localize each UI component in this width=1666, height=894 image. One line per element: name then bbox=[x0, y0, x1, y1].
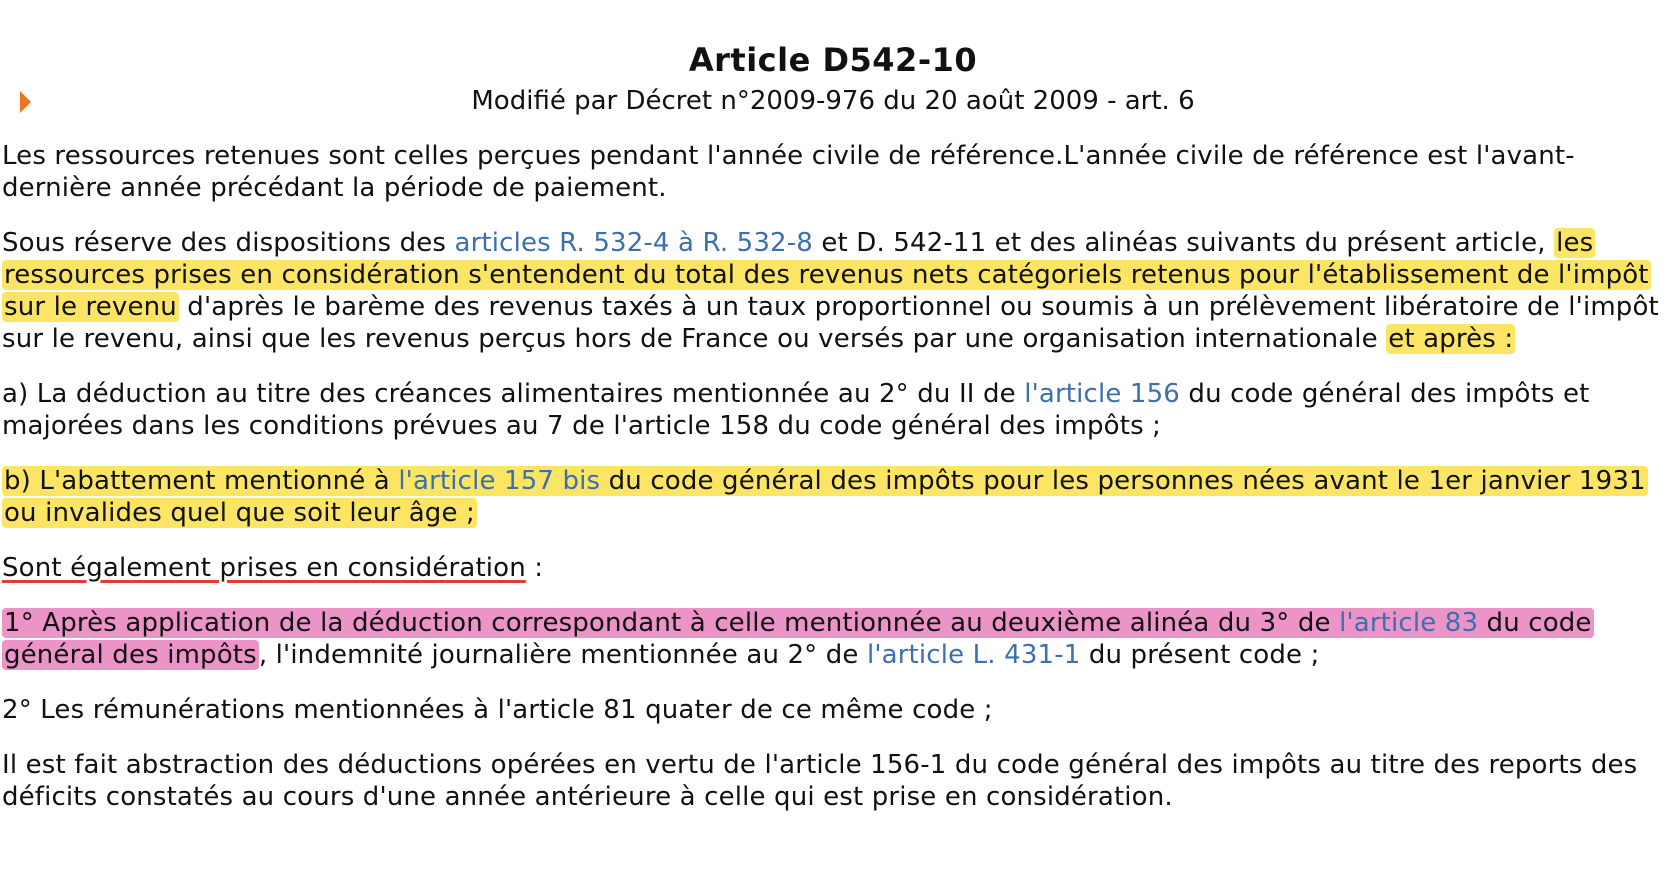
paragraph-1-degree-text-3: , l'indemnité journalière mentionnée au 2° de bbox=[258, 640, 867, 670]
paragraph-2-text-2: et D. 542-11 et des alinéas suivants du présent article, bbox=[812, 228, 1555, 258]
link-article-157-bis[interactable]: l'article 157 bis bbox=[398, 466, 601, 496]
paragraph-abstraction: Il est fait abstraction des déductions opérées en vertu de l'article 156-1 du code général des impôts au titre des reports des déficits constatés au cours d'une année antérieure à celle qui est prise en considération. bbox=[2, 750, 1638, 812]
paragraph-b-text-1: b) L'abattement mentionné à bbox=[4, 466, 399, 496]
article-modification-note: Modifié par Décret n°2009-976 du 20 août 2009 - art. 6 bbox=[471, 86, 1195, 116]
yellow-highlight-paragraph-b bbox=[2, 466, 1648, 528]
paragraph-2-text-3: d'après le barème des revenus taxés à un taux proportionnel ou soumis à un prélèvement libératoire de l'impôt sur le revenu, ainsi que les revenus perçus hors de France ou versés par une organisation internationale bbox=[2, 292, 1659, 354]
link-article-l431-1[interactable]: l'article L. 431-1 bbox=[866, 640, 1081, 670]
paragraph-a-text-1: a) La déduction au titre des créances alimentaires mentionnée au 2° du II de bbox=[2, 379, 1025, 409]
paragraph-also-considered bbox=[2, 552, 1662, 584]
yellow-highlight-et-apres: et après : bbox=[1388, 324, 1514, 354]
link-articles-r532[interactable]: articles R. 532-4 à R. 532-8 bbox=[454, 228, 813, 258]
red-underline-sont-egalement: Sont également prises en considération bbox=[2, 553, 526, 583]
paragraph-1-degree-text-4: du présent code ; bbox=[1080, 640, 1320, 670]
paragraph-b-text-2: du code général des impôts pour les personnes nées avant le 1er janvier 1931 ou invalides quel que soit leur âge ; bbox=[4, 466, 1646, 528]
yellow-highlight-ressources: les ressources prises en considération s'entendent du total des revenus nets catégoriels retenus pour l'établissement de l'impôt sur le revenu bbox=[4, 228, 1649, 322]
paragraph-b bbox=[2, 465, 1662, 529]
paragraph-also-considered-colon: : bbox=[525, 553, 544, 583]
paragraph-2-degree: 2° Les rémunérations mentionnées à l'article 81 quater de ce même code ; bbox=[2, 695, 993, 725]
link-article-156[interactable]: l'article 156 bbox=[1024, 379, 1180, 409]
paragraph-a-text-2: du code général des impôts et majorées dans les conditions prévues au 7 de l'article 158 du code général des impôts ; bbox=[2, 379, 1590, 441]
paragraph-a bbox=[2, 378, 1662, 442]
paragraph-1-degree bbox=[2, 607, 1662, 671]
paragraph-2-text-1: Sous réserve des dispositions des bbox=[2, 228, 455, 258]
article-title: Article D542-10 bbox=[688, 41, 978, 79]
paragraph-1-degree-text-1: 1° Après application de la déduction correspondant à celle mentionnée au deuxième alinéa du 3° de bbox=[4, 608, 1340, 638]
paragraph-2 bbox=[2, 227, 1662, 355]
paragraph-1: Les ressources retenues sont celles perçues pendant l'année civile de référence.L'année civile de référence est l'avant-dernière année précédant la période de paiement. bbox=[2, 141, 1575, 203]
article-body bbox=[2, 140, 1662, 836]
link-article-83[interactable]: l'article 83 bbox=[1339, 608, 1479, 638]
paragraph-1-degree-text-2: du code général des impôts bbox=[4, 608, 1592, 670]
